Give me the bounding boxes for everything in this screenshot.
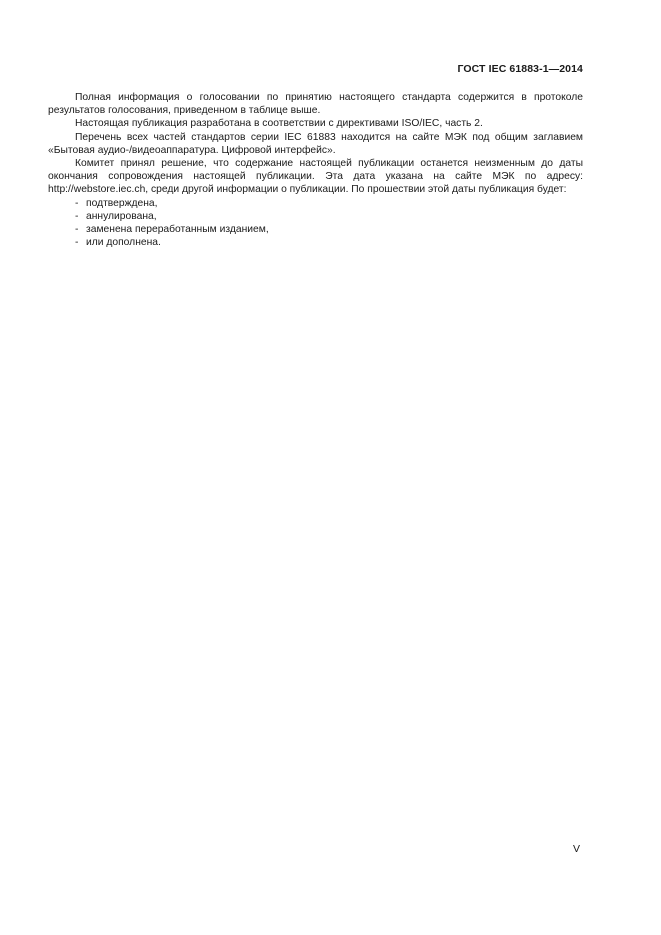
list-marker: - xyxy=(75,197,79,209)
paragraph-directives: Настоящая публикация разработана в соответствии с директивами ISO/IEC, часть 2. xyxy=(75,118,483,130)
body-text xyxy=(48,91,583,249)
list-marker: - xyxy=(75,210,79,222)
list-item-text: или дополнена. xyxy=(86,237,161,249)
list-item-text: аннулирована, xyxy=(86,210,157,222)
list-item xyxy=(48,210,583,223)
list-item xyxy=(48,223,583,236)
list-item-text: подтверждена, xyxy=(86,197,158,209)
list-item xyxy=(48,197,583,210)
list-marker: - xyxy=(75,237,79,249)
list-item-text: заменена переработанным изданием, xyxy=(86,224,269,236)
page-number: V xyxy=(573,843,581,855)
paragraph-voting-info: Полная информация о голосовании по принятию настоящего стандарта содержится в протоколе результатов голосования, приведенном в таблице выше. xyxy=(48,92,583,117)
paragraph-committee-decision: Комитет принял решение, что содержание настоящей публикации останется неизменным до даты окончания сопровождения настоящей публикации. Эта дата указана на сайте МЭК по адресу: http://webstore.iec.ch, среди другой информации о публикации. По прошествии этой даты публикация будет: xyxy=(48,158,583,196)
paragraph-series-parts: Перечень всех частей стандартов серии IEC 61883 находится на сайте МЭК под общим заглавием «Бытовая аудио-/видеоаппаратура. Цифровой интерфейс». xyxy=(48,131,583,156)
outcome-list xyxy=(48,197,583,250)
list-item xyxy=(48,236,583,249)
list-marker: - xyxy=(75,224,79,236)
standard-header: ГОСТ IEC 61883-1—2014 xyxy=(457,63,583,75)
